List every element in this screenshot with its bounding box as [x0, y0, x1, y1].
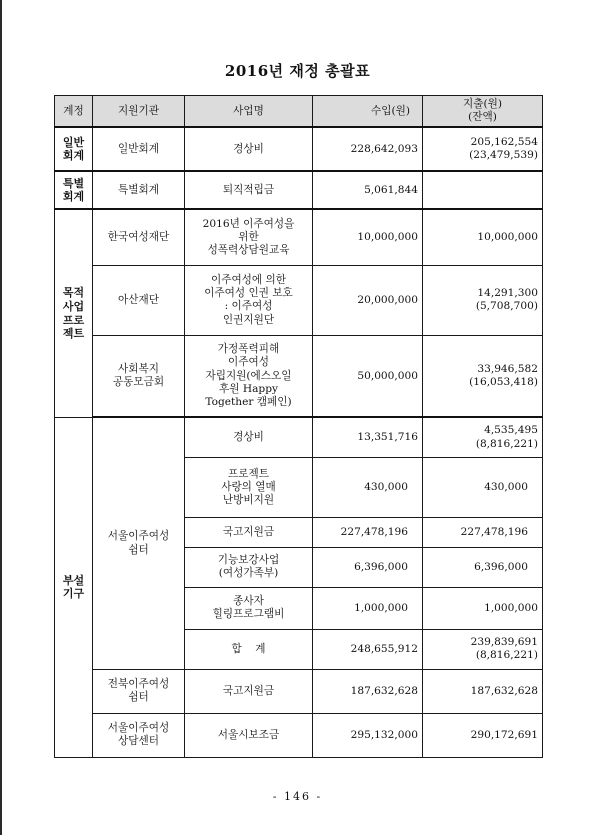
project-cell: 종사자 힐링프로그램비 [185, 587, 313, 629]
expense-cell: 10,000,000 [423, 209, 543, 265]
project-cell: 2016년 이주여성을 위한 성폭력상담원교육 [185, 209, 313, 265]
table-row [55, 265, 543, 335]
agency-cell: 사회복지 공동모금회 [93, 335, 185, 417]
income-cell: 187,632,628 [313, 669, 423, 713]
category-cell: 일반 회계 [55, 127, 93, 171]
table-row [55, 171, 543, 209]
finance-summary-table [54, 95, 543, 758]
project-cell: 기능보강사업 (여성가족부) [185, 547, 313, 587]
project-cell: 경상비 [185, 127, 313, 171]
header-income: 수입(원) [313, 96, 423, 128]
project-cell: 이주여성에 의한 이주여성 인권 보호 : 이주여성 인권지원단 [185, 265, 313, 335]
agency-cell: 한국여성재단 [93, 209, 185, 265]
table-row [55, 209, 543, 265]
balance-value: (8,816,221) [475, 649, 538, 662]
income-cell: 430,000 [313, 457, 423, 517]
income-cell: 50,000,000 [313, 335, 423, 417]
expense-cell: 227,478,196 [423, 517, 543, 547]
expense-cell [423, 335, 543, 417]
category-cell: 특별 회계 [55, 171, 93, 209]
header-category: 계정 [55, 96, 93, 128]
expense-value: 239,839,691 [470, 636, 538, 649]
project-cell: 가정폭력피해 이주여성 자립지원(에스오일 후원 Happy Together 캠페인) [185, 335, 313, 417]
expense-cell [423, 265, 543, 335]
project-cell: 국고지원금 [185, 669, 313, 713]
agency-cell: 일반회계 [93, 127, 185, 171]
expense-cell: 6,396,000 [423, 547, 543, 587]
income-cell: 5,061,844 [313, 171, 423, 209]
agency-cell: 전북이주여성 쉼터 [93, 669, 185, 713]
expense-value: 14,291,300 [477, 287, 538, 300]
header-expense-label: 지출(원) [463, 98, 502, 110]
expense-value: 205,162,554 [470, 136, 538, 149]
page-title: 2016년 재정 총괄표 [224, 62, 371, 80]
header-balance-label: (잔액) [468, 111, 497, 124]
income-cell: 295,132,000 [313, 713, 423, 757]
expense-cell [423, 417, 543, 457]
table-row [55, 713, 543, 757]
project-cell: 퇴직적립금 [185, 171, 313, 209]
table-row [55, 127, 543, 171]
page-number: - 146 - [272, 790, 323, 803]
header-project: 사업명 [185, 96, 313, 128]
balance-value: (23,479,539) [469, 149, 538, 162]
expense-cell: 430,000 [423, 457, 543, 517]
income-cell: 1,000,000 [313, 587, 423, 629]
agency-cell: 특별회계 [93, 171, 185, 209]
expense-cell [423, 127, 543, 171]
header-expense [423, 96, 543, 128]
expense-cell [423, 629, 543, 669]
project-cell: 경상비 [185, 417, 313, 457]
expense-cell: 1,000,000 [423, 587, 543, 629]
expense-cell: 290,172,691 [423, 713, 543, 757]
project-cell: 프로젝트 사랑의 열매 난방비지원 [185, 457, 313, 517]
category-cell: 부설 기구 [55, 417, 93, 757]
expense-cell: 187,632,628 [423, 669, 543, 713]
project-cell: 합 계 [185, 629, 313, 669]
header-agency: 지원기관 [93, 96, 185, 128]
income-cell: 13,351,716 [313, 417, 423, 457]
income-cell: 228,642,093 [313, 127, 423, 171]
expense-value: 4,535,495 [484, 424, 538, 437]
agency-cell: 서울이주여성 상담센터 [93, 713, 185, 757]
balance-value: (8,816,221) [475, 437, 538, 450]
agency-cell: 아산재단 [93, 265, 185, 335]
income-cell: 6,396,000 [313, 547, 423, 587]
category-cell: 목적 사업 프로 젝트 [55, 209, 93, 417]
project-cell: 국고지원금 [185, 517, 313, 547]
expense-value: 33,946,582 [477, 362, 538, 375]
table-header-row [55, 96, 543, 128]
income-cell: 20,000,000 [313, 265, 423, 335]
project-cell: 서울시보조금 [185, 713, 313, 757]
table-row [55, 417, 543, 457]
balance-value: (5,708,700) [475, 300, 538, 313]
balance-value: (16,053,418) [469, 376, 538, 389]
page-edge-line [0, 0, 2, 835]
income-cell: 227,478,196 [313, 517, 423, 547]
agency-cell: 서울이주여성 쉼터 [93, 417, 185, 669]
income-cell: 248,655,912 [313, 629, 423, 669]
table-row [55, 669, 543, 713]
table-row [55, 335, 543, 417]
income-cell: 10,000,000 [313, 209, 423, 265]
expense-cell [423, 171, 543, 209]
